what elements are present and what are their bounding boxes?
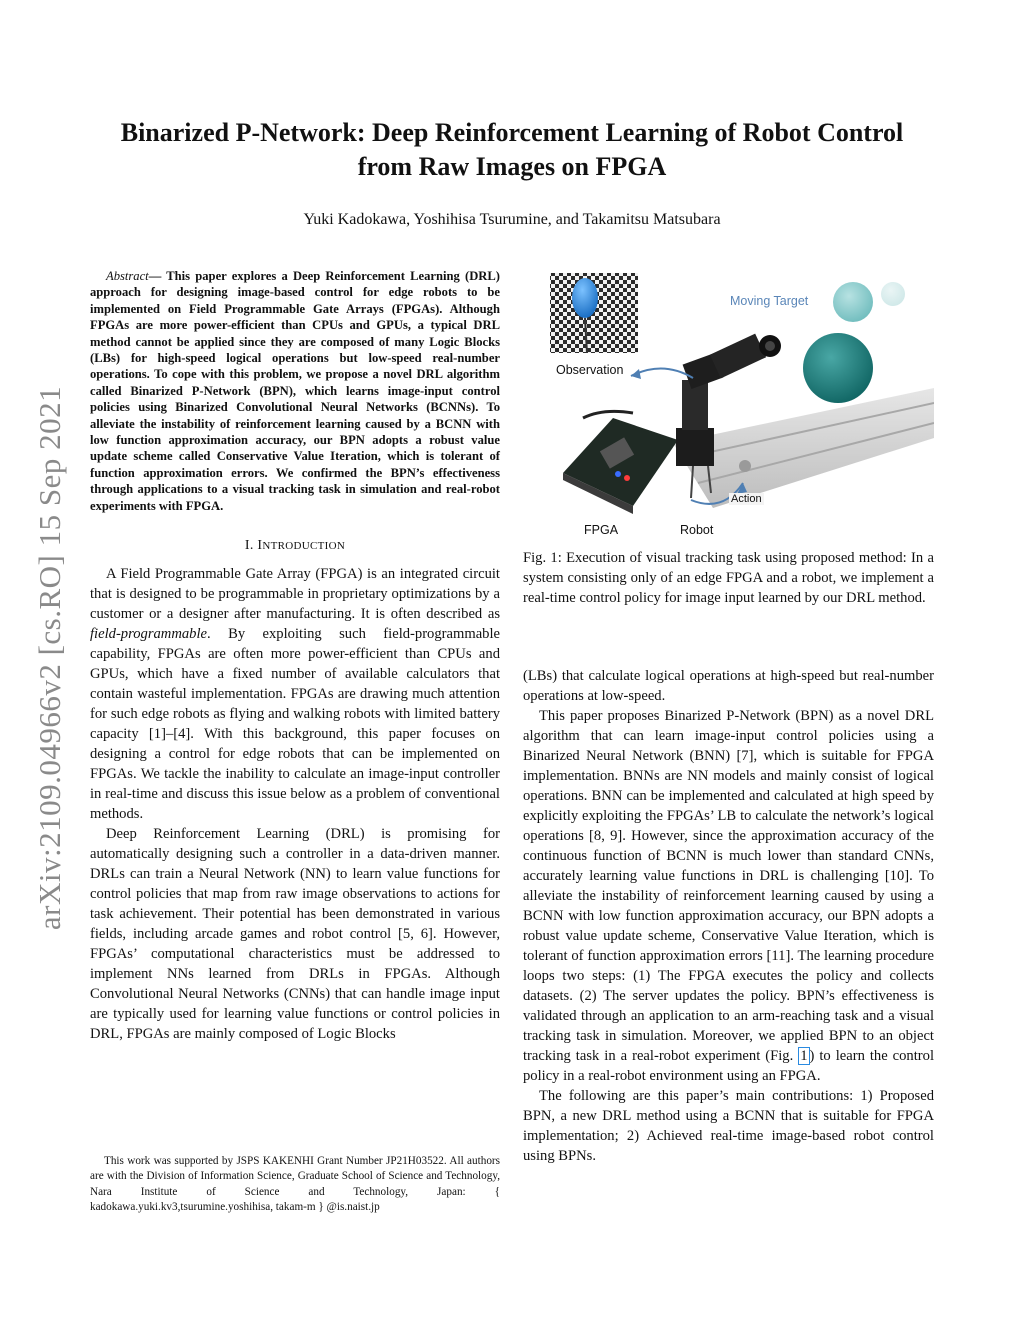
intro-p1-start: A Field Programmable Gate Array (FPGA) is an integrated circuit that is designed to be programmable in proprietary optimizations by a customer or a designer after manufacturing. It is often described as: [90, 566, 500, 623]
intro-paragraph-1: [90, 564, 500, 824]
label-fpga: FPGA: [584, 523, 619, 537]
arxiv-identifier-stamp: [30, 348, 70, 968]
figure-1-caption: [523, 548, 934, 608]
right-paragraph-3: The following are this paper’s main contributions: 1) Proposed BPN, a new DRL method using a BCNN that is suitable for FPGA implementation; 2) Achieved real-time image-based robot control using BPNs.: [523, 1088, 934, 1164]
figure-reference-link[interactable]: 1: [800, 1048, 808, 1064]
title-line-1: Binarized P-Network: Deep Reinforcement Learning of Robot Control: [120, 118, 904, 147]
target-ball-mid: [833, 282, 873, 322]
right-paragraph-1: (LBs) that calculate logical operations at high-speed but real-number operations at low-speed.: [523, 668, 934, 704]
abstract: [90, 268, 500, 514]
title-line-2: from Raw Images on FPGA: [357, 152, 667, 181]
abstract-body: — This paper explores a Deep Reinforcement Learning (DRL) approach for designing image-based control for edge robots to be implemented on Field Programmable Gate Arrays (FPGAs). Although FPGAs are more power-efficient than CPUs and GPUs, a typical DRL method cannot be applied since they are composed of many Logic Blocks (LBs) for high-speed logical operations but low-speed real-number operations. To cope with this problem, we propose a novel DRL algorithm called Binarized P-Network (BPN), which learns image-input control policies using Binarized Convolutional Neural Networks (BCNNs). To alleviate the instability of reinforcement learning caused by a BCNN with low function approximation accuracy, our BPN adopts a robust value update scheme called Conservative Value Iteration, which is tolerant of function approximation errors. We confirmed the BPN’s effectiveness through applications to a visual tracking task in simulation and real-robot experiments with FPGA.: [90, 269, 500, 513]
label-observation: Observation: [556, 363, 624, 377]
left-column: [90, 268, 500, 1044]
author-list: Yuki Kadokawa, Yoshihisa Tsurumine, and Takamitsu Matsubara: [303, 211, 721, 228]
right-p2-end: ) to learn the control policy in a real-robot environment using an FPGA.: [523, 1048, 934, 1084]
figure-1: [523, 268, 934, 540]
fpga-board: [563, 411, 678, 514]
balloon-target: [572, 278, 598, 318]
section-number: I.: [244, 538, 258, 554]
label-robot: Robot: [680, 523, 714, 537]
intro-p1-emphasis: field-programmable: [90, 626, 208, 643]
footnote: [90, 1154, 500, 1215]
label-action: Action: [731, 493, 762, 505]
section-first-letter: I: [257, 538, 263, 554]
target-ball-faint: [881, 282, 905, 306]
intro-paragraph-2: Deep Reinforcement Learning (DRL) is promising for automatically designing such a controller in a data-driven manner. DRLs can train a Neural Network (NN) to learn value functions for control policies that map from raw image observations to actions for task achievement. Their potential has been demonstrated in various fields, including arcade games and robot control [5, 6]. However, FPGAs’ computational characteristics must be addressed to implement NNs learned from DRLs in FPGAs. Although Convolutional Neural Networks (CNNs) that can handle image input are typically used for learning value functions or control policies in DRL, FPGAs are mainly composed of Logic Blocks: [90, 826, 500, 1043]
paper-title: [60, 116, 964, 184]
caption-text: Fig. 1: Execution of visual tracking task using proposed method: In a system consisting only of an edge FPGA and a robot, we implement a real-time control policy for image input learned by our DRL method.: [523, 550, 934, 606]
right-column-text: [523, 666, 934, 1166]
label-moving-target: Moving Target: [730, 294, 809, 308]
right-paragraph-2: [523, 706, 934, 1086]
section-heading-introduction: [90, 538, 500, 554]
right-p2-start: This paper proposes Binarized P-Network (BPN) as a novel DRL algorithm that can learn image-input control policies using a Binarized Neural Network (BNN) [7], which is suitable for FPGA implementation. BNNs are NN models and mainly consist of logical operations. BNN can be implemented and calculated at high speed by explicitly exploiting the FPGAs’ LB to calculate the network’s logical operations [8, 9]. However, since the approximation accuracy of the continuous function of BCNN is much lower than standard CNNs, accurately learning value functions in DRL is challenging [10]. To alleviate the instability of reinforcement learning caused by using a BCNN with low function approximation accuracy, our BPN adopts a robust value update scheme, Conservative Value Iteration, which is tolerant of function approximation errors [11]. The learning procedure loops two steps: (1) The FPGA executes the policy and collects datasets. (2) The server updates the policy. BPN’s effectiveness is validated through an application to an arm-reaching task and a visual tracking task in simulation. Moreover, we applied BPN to an object tracking task in a real-robot experiment (Fig.: [523, 708, 934, 1064]
right-column: [523, 268, 934, 1164]
section-title-rest: NTRODUCTION: [262, 540, 346, 553]
abstract-lead: Abstract: [106, 269, 149, 283]
observation-camera-image: [550, 273, 638, 353]
footnote-text: This work was supported by JSPS KAKENHI Grant Number JP21H03522. All authors are with the Division of Information Science, Graduate School of Science and Technology, Nara Institute of Science and Technology, Japan: { kadokawa.yuki.kv3,tsurumine.yoshihisa, takam-m } @is.naist.jp: [90, 1155, 500, 1213]
intro-p1-end: . By exploiting such field-programmable capability, FPGAs are often more power-efficient than CPUs and GPUs, which have a fixed number of available calculators that contain wasteful implementation. FPGAs are drawing much attention for such edge robots as flying and walking robots with limited battery capacity [1]–[4]. With this background, this paper focuses on designing a control for edge robots that can be implemented on FPGAs. We tackle the inability to calculate an image-input controller in real-time and discuss this issue below as a problem of conventional methods.: [90, 626, 500, 823]
target-ball-main: [803, 333, 873, 403]
arxiv-stamp-text: arXiv:2109.04966v2 [cs.RO] 15 Sep 2021: [32, 385, 67, 931]
